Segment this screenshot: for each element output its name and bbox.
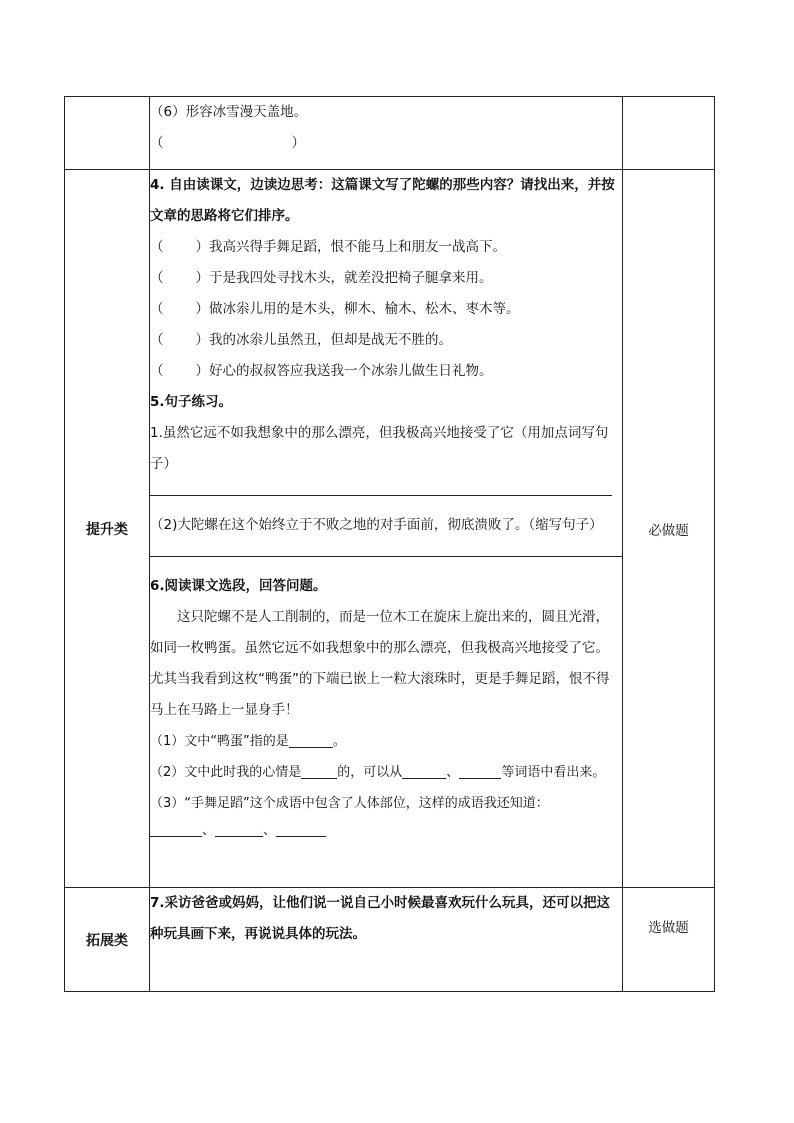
q6-2-blank-word1[interactable] (402, 762, 446, 779)
note-optional: 选做题 (623, 888, 715, 992)
q7-prompt: 7.采访爸爸或妈妈，让他们说一说自己小时候最喜欢玩什么玩具，还可以把这种玩具画下来，再说说具体的玩法。 (150, 895, 611, 942)
q5-1-answer-line[interactable] (150, 494, 612, 496)
q4-option: （ ）好心的叔叔答应我送我一个冰尜儿做生日礼物。 (150, 363, 493, 379)
q5-2-prompt: （2)大陀螺在这个始终立于不败之地的对手面前，彻底溃败了。（缩写句子） (150, 517, 603, 533)
extend-content (150, 888, 623, 992)
item6-answer (150, 128, 622, 159)
q6-1-blank[interactable] (289, 731, 333, 748)
q6-passage: 这只陀螺不是人工削制的，而是一位木工在旋床上旋出来的，圆且光滑，如同一枚鸭蛋。虽然它远不如我想象中的那么漂亮，但我极高兴地接受了它。尤其当我看到这枚“鸭蛋”的下端已嵌上一粒大滚珠时，更是手舞足蹈，恨不得马上在马路上一显身手！ (150, 609, 610, 718)
row-improve (65, 170, 715, 888)
q6-2: （2）文中此时我的心情是 的，可以从 、 等词语中看出来。 (150, 757, 622, 788)
item6-text: （6）形容冰雪漫天盖地。 (150, 104, 308, 120)
q4-option: （ ）于是我四处寻找木头，就差没把椅子腿拿来用。 (150, 270, 493, 286)
worksheet-table (64, 96, 715, 992)
q6-3: （3）“手舞足蹈”这个成语中包含了人体部位，这样的成语我还知道： (150, 796, 549, 811)
q6-3-blank-1[interactable] (150, 820, 202, 837)
item6-paren-open: （ (150, 135, 164, 151)
q4-option: （ ）我的冰尜儿虽然丑，但却是战无不胜的。 (150, 332, 452, 348)
row1-content (150, 97, 623, 170)
item6-paren-close: ） (291, 135, 305, 151)
q6-2-blank-word2[interactable] (459, 762, 501, 779)
q6-2-blank-mood[interactable] (301, 762, 337, 779)
q5-title: 5.句子练习。 (150, 394, 233, 410)
q6-1: （1）文中“鸭蛋”指的是 。 (150, 726, 622, 757)
row1-note (623, 97, 715, 170)
row-extend (65, 888, 715, 992)
q6-title: 6.阅读课文选段，回答问题。 (150, 578, 327, 594)
q6-3-blank-3[interactable] (276, 820, 326, 837)
q4-option: （ ）做冰尜儿用的是木头，柳木、榆木、松木、枣木等。 (150, 301, 520, 317)
note-required: 必做题 (623, 170, 715, 888)
category-extend: 拓展类 (65, 888, 150, 992)
q5-1-prompt: 1.虽然它远不如我想象中的那么漂亮，但我极高兴地接受了它（用加点词写句子） (150, 425, 609, 472)
improve-content (150, 170, 623, 888)
row-item6 (65, 97, 715, 170)
category-improve: 提升类 (65, 170, 150, 888)
q6-3-blank-2[interactable] (215, 820, 263, 837)
q4-title: 4. 自由读课文，边读边思考：这篇课文写了陀螺的那些内容？请找出来，并按文章的思路将它们排序。 (150, 177, 615, 224)
q4-option: （ ）我高兴得手舞足蹈，恨不能马上和朋友一战高下。 (150, 239, 506, 255)
q5-2-answer-line[interactable] (150, 555, 622, 557)
q6-3-answers: 、 、 (150, 819, 622, 843)
row1-category (65, 97, 150, 170)
